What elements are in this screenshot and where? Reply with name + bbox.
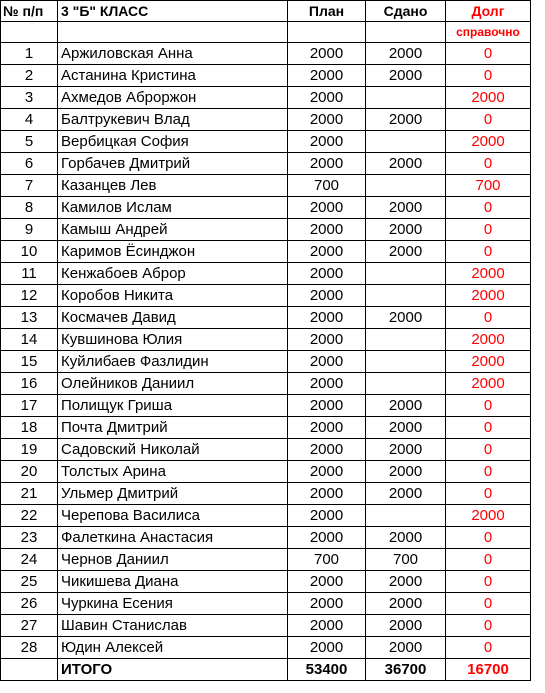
paid-cell[interactable]: 2000: [366, 483, 446, 505]
total-empty[interactable]: [1, 659, 58, 681]
student-name[interactable]: Олейников Даниил: [58, 373, 288, 395]
row-number[interactable]: 18: [1, 417, 58, 439]
student-name[interactable]: Горбачев Дмитрий: [58, 153, 288, 175]
student-name[interactable]: Садовский Николай: [58, 439, 288, 461]
plan-cell[interactable]: 2000: [288, 329, 366, 351]
debt-cell[interactable]: 2000: [446, 373, 531, 395]
header-sub-empty-2[interactable]: [58, 22, 288, 43]
row-number[interactable]: 15: [1, 351, 58, 373]
debt-cell[interactable]: 2000: [446, 285, 531, 307]
table-row: [1, 131, 531, 153]
debt-cell[interactable]: 0: [446, 527, 531, 549]
student-name[interactable]: Толстых Арина: [58, 461, 288, 483]
row-number[interactable]: 1: [1, 43, 58, 65]
table-row: [1, 571, 531, 593]
plan-cell[interactable]: 2000: [288, 153, 366, 175]
student-name[interactable]: Куйлибаев Фазлидин: [58, 351, 288, 373]
row-number[interactable]: 10: [1, 241, 58, 263]
plan-cell[interactable]: 2000: [288, 87, 366, 109]
header-sub-empty-3[interactable]: [288, 22, 366, 43]
student-name[interactable]: Коробов Никита: [58, 285, 288, 307]
paid-cell[interactable]: [366, 285, 446, 307]
debt-cell[interactable]: 0: [446, 65, 531, 87]
paid-cell[interactable]: 2000: [366, 153, 446, 175]
plan-cell[interactable]: 2000: [288, 351, 366, 373]
plan-cell[interactable]: 2000: [288, 197, 366, 219]
table-row: [1, 153, 531, 175]
plan-cell[interactable]: 2000: [288, 65, 366, 87]
student-name[interactable]: Фалеткина Анастасия: [58, 527, 288, 549]
row-number[interactable]: 22: [1, 505, 58, 527]
table-row: [1, 417, 531, 439]
table-row: [1, 395, 531, 417]
paid-cell[interactable]: 2000: [366, 219, 446, 241]
row-number[interactable]: 28: [1, 637, 58, 659]
student-name[interactable]: Кувшинова Юлия: [58, 329, 288, 351]
paid-cell[interactable]: [366, 351, 446, 373]
student-name[interactable]: Камилов Ислам: [58, 197, 288, 219]
table-row: [1, 505, 531, 527]
row-number[interactable]: 9: [1, 219, 58, 241]
plan-cell[interactable]: 2000: [288, 241, 366, 263]
header-plan[interactable]: План: [288, 1, 366, 22]
table-row: [1, 439, 531, 461]
student-name[interactable]: Космачев Давид: [58, 307, 288, 329]
total-debt[interactable]: 16700: [446, 659, 531, 681]
paid-cell[interactable]: 2000: [366, 417, 446, 439]
paid-cell[interactable]: 2000: [366, 197, 446, 219]
debt-cell[interactable]: 0: [446, 307, 531, 329]
table-row: [1, 285, 531, 307]
row-number[interactable]: 21: [1, 483, 58, 505]
total-plan[interactable]: 53400: [288, 659, 366, 681]
student-name[interactable]: Балтрукевич Влад: [58, 109, 288, 131]
paid-cell[interactable]: 2000: [366, 637, 446, 659]
table-row: [1, 615, 531, 637]
debt-cell[interactable]: 0: [446, 615, 531, 637]
row-number[interactable]: 4: [1, 109, 58, 131]
paid-cell[interactable]: 2000: [366, 109, 446, 131]
row-number[interactable]: 24: [1, 549, 58, 571]
student-name[interactable]: Каримов Ёсинджон: [58, 241, 288, 263]
debt-cell[interactable]: 0: [446, 241, 531, 263]
debt-cell[interactable]: 0: [446, 197, 531, 219]
row-number[interactable]: 12: [1, 285, 58, 307]
plan-cell[interactable]: 2000: [288, 527, 366, 549]
debt-cell[interactable]: 0: [446, 153, 531, 175]
plan-cell[interactable]: 2000: [288, 219, 366, 241]
row-number[interactable]: 19: [1, 439, 58, 461]
table-row: [1, 307, 531, 329]
paid-cell[interactable]: 2000: [366, 593, 446, 615]
student-name[interactable]: Юдин Алексей: [58, 637, 288, 659]
table-row: [1, 109, 531, 131]
plan-cell[interactable]: 2000: [288, 285, 366, 307]
plan-cell[interactable]: 2000: [288, 637, 366, 659]
student-name[interactable]: Ульмер Дмитрий: [58, 483, 288, 505]
row-number[interactable]: 13: [1, 307, 58, 329]
debt-cell[interactable]: 0: [446, 461, 531, 483]
plan-cell[interactable]: 700: [288, 549, 366, 571]
header-row: [1, 1, 531, 22]
table-row: [1, 483, 531, 505]
debt-cell[interactable]: 0: [446, 417, 531, 439]
plan-cell[interactable]: 2000: [288, 263, 366, 285]
debt-cell[interactable]: 0: [446, 439, 531, 461]
row-number[interactable]: 6: [1, 153, 58, 175]
row-number[interactable]: 16: [1, 373, 58, 395]
row-number[interactable]: 23: [1, 527, 58, 549]
plan-cell[interactable]: 2000: [288, 505, 366, 527]
debt-cell[interactable]: 2000: [446, 351, 531, 373]
plan-cell[interactable]: 2000: [288, 109, 366, 131]
row-number[interactable]: 2: [1, 65, 58, 87]
table-row: [1, 461, 531, 483]
row-number[interactable]: 3: [1, 87, 58, 109]
row-number[interactable]: 14: [1, 329, 58, 351]
paid-cell[interactable]: 2000: [366, 527, 446, 549]
debt-cell[interactable]: 0: [446, 637, 531, 659]
student-name[interactable]: Астанина Кристина: [58, 65, 288, 87]
debt-cell[interactable]: 2000: [446, 131, 531, 153]
row-number[interactable]: 11: [1, 263, 58, 285]
row-number[interactable]: 7: [1, 175, 58, 197]
plan-cell[interactable]: 2000: [288, 395, 366, 417]
paid-cell[interactable]: 2000: [366, 461, 446, 483]
paid-cell[interactable]: 2000: [366, 615, 446, 637]
table-row: [1, 329, 531, 351]
plan-cell[interactable]: 700: [288, 175, 366, 197]
student-name[interactable]: Казанцев Лев: [58, 175, 288, 197]
table-row: [1, 549, 531, 571]
table-row: [1, 593, 531, 615]
paid-cell[interactable]: 2000: [366, 395, 446, 417]
table-row: [1, 263, 531, 285]
plan-cell[interactable]: 2000: [288, 461, 366, 483]
debt-cell[interactable]: 0: [446, 571, 531, 593]
header-sub-empty-4[interactable]: [366, 22, 446, 43]
student-name[interactable]: Аржиловская Анна: [58, 43, 288, 65]
row-number[interactable]: 20: [1, 461, 58, 483]
plan-cell[interactable]: 2000: [288, 571, 366, 593]
paid-cell[interactable]: 2000: [366, 571, 446, 593]
debt-cell[interactable]: 0: [446, 593, 531, 615]
table-row: [1, 373, 531, 395]
paid-cell[interactable]: [366, 87, 446, 109]
row-number[interactable]: 5: [1, 131, 58, 153]
plan-cell[interactable]: 2000: [288, 373, 366, 395]
table-row: [1, 637, 531, 659]
total-row: [1, 659, 531, 681]
plan-cell[interactable]: 2000: [288, 131, 366, 153]
student-name[interactable]: Ахмедов Аброржон: [58, 87, 288, 109]
header-debt[interactable]: Долг: [446, 1, 531, 22]
header-debt-sub[interactable]: справочно: [446, 22, 531, 43]
row-number[interactable]: 17: [1, 395, 58, 417]
table-row: [1, 43, 531, 65]
debt-cell[interactable]: 0: [446, 549, 531, 571]
table-row: [1, 87, 531, 109]
total-paid[interactable]: 36700: [366, 659, 446, 681]
paid-cell[interactable]: 2000: [366, 241, 446, 263]
debt-cell[interactable]: 2000: [446, 87, 531, 109]
header-sub-empty-1[interactable]: [1, 22, 58, 43]
table-row: [1, 351, 531, 373]
student-name[interactable]: Чикишева Диана: [58, 571, 288, 593]
paid-cell[interactable]: [366, 263, 446, 285]
debt-cell[interactable]: 0: [446, 109, 531, 131]
row-number[interactable]: 25: [1, 571, 58, 593]
header-num[interactable]: № п/п: [1, 1, 58, 22]
paid-cell[interactable]: 2000: [366, 439, 446, 461]
debt-cell[interactable]: 2000: [446, 329, 531, 351]
plan-cell[interactable]: 2000: [288, 593, 366, 615]
debt-cell[interactable]: 700: [446, 175, 531, 197]
table-row: [1, 175, 531, 197]
plan-cell[interactable]: 2000: [288, 615, 366, 637]
student-name[interactable]: Вербицкая София: [58, 131, 288, 153]
debt-cell[interactable]: 0: [446, 483, 531, 505]
debt-cell[interactable]: 2000: [446, 505, 531, 527]
paid-cell[interactable]: 2000: [366, 307, 446, 329]
paid-cell[interactable]: [366, 329, 446, 351]
student-name[interactable]: Черепова Василиса: [58, 505, 288, 527]
student-name[interactable]: Полищук Гриша: [58, 395, 288, 417]
plan-cell[interactable]: 2000: [288, 483, 366, 505]
row-number[interactable]: 27: [1, 615, 58, 637]
student-name[interactable]: Чернов Даниил: [58, 549, 288, 571]
total-label[interactable]: ИТОГО: [58, 659, 288, 681]
row-number[interactable]: 26: [1, 593, 58, 615]
paid-cell[interactable]: [366, 505, 446, 527]
plan-cell[interactable]: 2000: [288, 307, 366, 329]
table-row: [1, 197, 531, 219]
paid-cell[interactable]: [366, 373, 446, 395]
plan-cell[interactable]: 2000: [288, 417, 366, 439]
table-row: [1, 241, 531, 263]
table-row: [1, 219, 531, 241]
paid-cell[interactable]: 2000: [366, 65, 446, 87]
row-number[interactable]: 8: [1, 197, 58, 219]
paid-cell[interactable]: 700: [366, 549, 446, 571]
header-subrow: [1, 22, 531, 43]
student-name[interactable]: Почта Дмитрий: [58, 417, 288, 439]
debt-cell[interactable]: 0: [446, 395, 531, 417]
student-name[interactable]: Чуркина Есения: [58, 593, 288, 615]
paid-cell[interactable]: 2000: [366, 43, 446, 65]
debt-cell[interactable]: 0: [446, 43, 531, 65]
student-name[interactable]: Камыш Андрей: [58, 219, 288, 241]
table-row: [1, 65, 531, 87]
debt-cell[interactable]: 2000: [446, 263, 531, 285]
table-row: [1, 527, 531, 549]
debt-cell[interactable]: 0: [446, 219, 531, 241]
student-name[interactable]: Кенжабоев Аброр: [58, 263, 288, 285]
plan-cell[interactable]: 2000: [288, 43, 366, 65]
student-name[interactable]: Шавин Станислав: [58, 615, 288, 637]
plan-cell[interactable]: 2000: [288, 439, 366, 461]
header-paid[interactable]: Сдано: [366, 1, 446, 22]
header-class[interactable]: 3 "Б" КЛАСС: [58, 1, 288, 22]
paid-cell[interactable]: [366, 175, 446, 197]
paid-cell[interactable]: [366, 131, 446, 153]
